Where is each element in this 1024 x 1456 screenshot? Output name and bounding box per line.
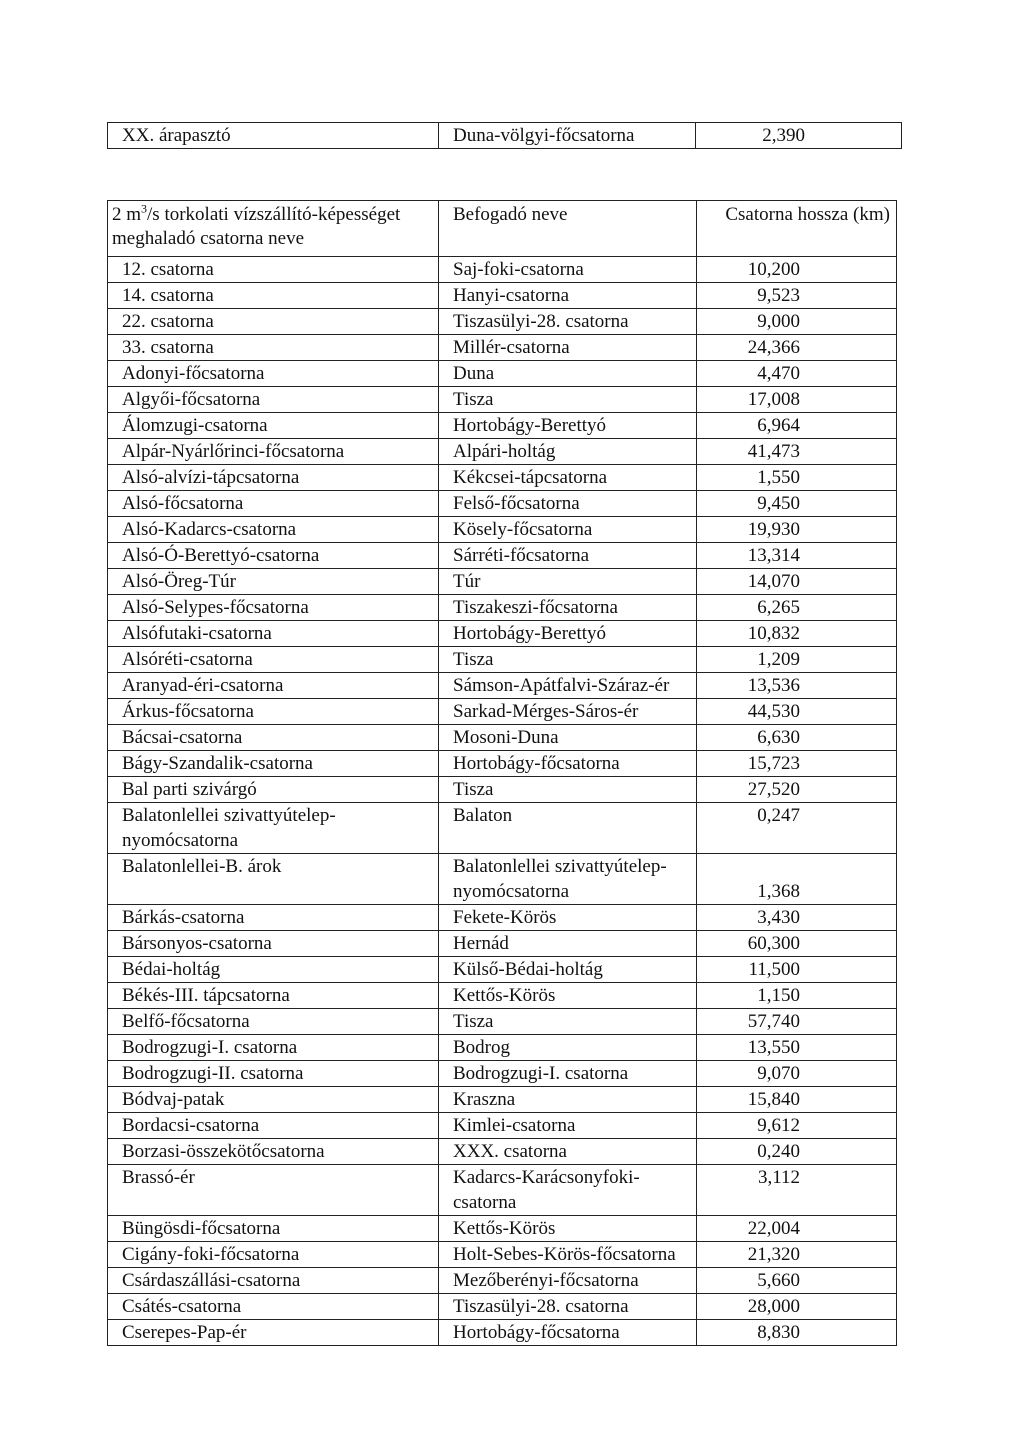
table-row	[108, 621, 897, 647]
receiver-name-cell: Fekete-Körös	[439, 905, 697, 931]
channel-length-cell: 13,550	[697, 1035, 897, 1061]
receiver-name-cell: Kösely-főcsatorna	[439, 517, 697, 543]
channel-name-cell: Csárdaszállási-csatorna	[108, 1268, 439, 1294]
channel-name-cell: XX. árapasztó	[108, 123, 439, 149]
table-row	[108, 465, 897, 491]
table-row	[108, 905, 897, 931]
receiver-name-cell: Bodrog	[439, 1035, 697, 1061]
channel-name-cell: Alpár-Nyárlőrinci-főcsatorna	[108, 439, 439, 465]
receiver-name-cell: XXX. csatorna	[439, 1139, 697, 1165]
receiver-name-cell: Felső-főcsatorna	[439, 491, 697, 517]
header-channel-name: 2 $m^3/s$ torkolati vízszállító-képességet meghaladó csatorna neve	[108, 201, 439, 257]
table-row	[108, 1320, 897, 1346]
receiver-name-cell: Kettős-Körös	[439, 983, 697, 1009]
table-row	[108, 123, 902, 149]
receiver-name-cell: Mezőberényi-főcsatorna	[439, 1268, 697, 1294]
channel-length-cell: 13,536	[697, 673, 897, 699]
channel-name-cell: Cserepes-Pap-ér	[108, 1320, 439, 1346]
channel-name-cell: 12. csatorna	[108, 257, 439, 283]
channel-length-cell: 24,366	[697, 335, 897, 361]
receiver-name-cell: Hortobágy-főcsatorna	[439, 1320, 697, 1346]
channel-name-cell: 33. csatorna	[108, 335, 439, 361]
table-row	[108, 517, 897, 543]
receiver-name-cell: Duna	[439, 361, 697, 387]
channel-name-cell: Balatonlellei szivattyútelep-nyomócsatorna	[108, 803, 439, 854]
table-row	[108, 673, 897, 699]
table-row	[108, 983, 897, 1009]
channel-name-cell: Békés-III. tápcsatorna	[108, 983, 439, 1009]
table-row	[108, 647, 897, 673]
channel-name-cell: Balatonlellei-B. árok	[108, 854, 439, 905]
channel-length-cell: 27,520	[697, 777, 897, 803]
receiver-name-cell: Tisza	[439, 1009, 697, 1035]
channel-name-cell: Alsó-főcsatorna	[108, 491, 439, 517]
table-row	[108, 1087, 897, 1113]
receiver-name-cell: Kékcsei-tápcsatorna	[439, 465, 697, 491]
receiver-name-cell: Kraszna	[439, 1087, 697, 1113]
table-row	[108, 1009, 897, 1035]
table-row	[108, 413, 897, 439]
channel-length-cell: 11,500	[697, 957, 897, 983]
receiver-name-cell: Hortobágy-főcsatorna	[439, 751, 697, 777]
header-channel-length: Csatorna hossza (km)	[697, 201, 897, 257]
channel-name-cell: Bársonyos-csatorna	[108, 931, 439, 957]
channel-name-cell: Aranyad-éri-csatorna	[108, 673, 439, 699]
table-row	[108, 803, 897, 854]
receiver-name-cell: Balatonlellei szivattyútelep-nyomócsatorna	[439, 854, 697, 905]
channel-length-cell: 41,473	[697, 439, 897, 465]
channel-length-cell: 19,930	[697, 517, 897, 543]
table-row	[108, 725, 897, 751]
channel-length-cell: 0,247	[697, 803, 897, 854]
table-row	[108, 1113, 897, 1139]
table-row	[108, 1061, 897, 1087]
channel-length-cell: 10,200	[697, 257, 897, 283]
channel-table	[107, 200, 897, 1346]
channel-name-cell: Algyői-főcsatorna	[108, 387, 439, 413]
receiver-name-cell: Kadarcs-Karácsonyfoki-csatorna	[439, 1165, 697, 1216]
channel-length-cell: 1,150	[697, 983, 897, 1009]
channel-length-cell: 13,314	[697, 543, 897, 569]
table-row	[108, 1294, 897, 1320]
channel-name-cell: Alsó-Selypes-főcsatorna	[108, 595, 439, 621]
receiver-name-cell: Tisza	[439, 777, 697, 803]
channel-length-cell: 1,550	[697, 465, 897, 491]
channel-length-cell: 1,368	[697, 854, 897, 905]
receiver-name-cell: Sarkad-Mérges-Sáros-ér	[439, 699, 697, 725]
channel-length-cell: 3,430	[697, 905, 897, 931]
receiver-name-cell: Balaton	[439, 803, 697, 854]
table-row	[108, 957, 897, 983]
channel-name-cell: Alsó-Öreg-Túr	[108, 569, 439, 595]
table-row	[108, 1165, 897, 1216]
receiver-name-cell: Alpári-holtág	[439, 439, 697, 465]
receiver-name-cell: Túr	[439, 569, 697, 595]
table-row	[108, 361, 897, 387]
table-row	[108, 569, 897, 595]
channel-length-cell: 6,265	[697, 595, 897, 621]
table-row	[108, 595, 897, 621]
channel-length-cell: 2,390	[696, 123, 902, 149]
channel-name-cell: Bordacsi-csatorna	[108, 1113, 439, 1139]
table-row	[108, 777, 897, 803]
channel-length-cell: 9,450	[697, 491, 897, 517]
receiver-name-cell: Tiszasülyi-28. csatorna	[439, 309, 697, 335]
table-row	[108, 1242, 897, 1268]
channel-length-cell: 9,070	[697, 1061, 897, 1087]
receiver-name-cell: Tisza	[439, 387, 697, 413]
receiver-name-cell: Kettős-Körös	[439, 1216, 697, 1242]
channel-length-cell: 17,008	[697, 387, 897, 413]
channel-name-cell: Alsó-Kadarcs-csatorna	[108, 517, 439, 543]
channel-name-cell: Cigány-foki-főcsatorna	[108, 1242, 439, 1268]
receiver-name-cell: Hortobágy-Berettyó	[439, 413, 697, 439]
receiver-name-cell: Kimlei-csatorna	[439, 1113, 697, 1139]
table-row	[108, 309, 897, 335]
channel-name-cell: 14. csatorna	[108, 283, 439, 309]
channel-length-cell: 21,320	[697, 1242, 897, 1268]
header-receiver-name: Befogadó neve	[439, 201, 697, 257]
channel-length-cell: 8,830	[697, 1320, 897, 1346]
channel-name-cell: Bodrogzugi-II. csatorna	[108, 1061, 439, 1087]
channel-name-cell: Alsóréti-csatorna	[108, 647, 439, 673]
channel-name-cell: Árkus-főcsatorna	[108, 699, 439, 725]
channel-length-cell: 57,740	[697, 1009, 897, 1035]
channel-name-cell: Bárkás-csatorna	[108, 905, 439, 931]
channel-length-cell: 0,240	[697, 1139, 897, 1165]
receiver-name-cell: Saj-foki-csatorna	[439, 257, 697, 283]
table-row	[108, 491, 897, 517]
receiver-name-cell: Holt-Sebes-Körös-főcsatorna	[439, 1242, 697, 1268]
channel-length-cell: 6,630	[697, 725, 897, 751]
channel-length-cell: 9,000	[697, 309, 897, 335]
channel-length-cell: 10,832	[697, 621, 897, 647]
table-body	[108, 257, 897, 1346]
channel-name-cell: Büngösdi-főcsatorna	[108, 1216, 439, 1242]
receiver-name-cell: Duna-völgyi-főcsatorna	[439, 123, 696, 149]
table-row	[108, 751, 897, 777]
channel-length-cell: 44,530	[697, 699, 897, 725]
channel-length-cell: 4,470	[697, 361, 897, 387]
table-row	[108, 335, 897, 361]
channel-name-cell: 22. csatorna	[108, 309, 439, 335]
receiver-name-cell: Bodrogzugi-I. csatorna	[439, 1061, 697, 1087]
table-row	[108, 1035, 897, 1061]
channel-name-cell: Álomzugi-csatorna	[108, 413, 439, 439]
receiver-name-cell: Sámson-Apátfalvi-Száraz-ér	[439, 673, 697, 699]
receiver-name-cell: Sárréti-főcsatorna	[439, 543, 697, 569]
channel-name-cell: Bágy-Szandalik-csatorna	[108, 751, 439, 777]
table-row	[108, 931, 897, 957]
receiver-name-cell: Millér-csatorna	[439, 335, 697, 361]
receiver-name-cell: Mosoni-Duna	[439, 725, 697, 751]
channel-name-cell: Alsó-Ó-Berettyó-csatorna	[108, 543, 439, 569]
receiver-name-cell: Tiszakeszi-főcsatorna	[439, 595, 697, 621]
channel-name-cell: Bodrogzugi-I. csatorna	[108, 1035, 439, 1061]
previous-page-last-row-table	[107, 122, 902, 149]
table-row	[108, 283, 897, 309]
channel-name-cell: Bédai-holtág	[108, 957, 439, 983]
table-row	[108, 439, 897, 465]
table-row	[108, 543, 897, 569]
table-header-row	[108, 201, 897, 257]
table-row	[108, 1268, 897, 1294]
channel-length-cell: 15,840	[697, 1087, 897, 1113]
table-row	[108, 854, 897, 905]
table-row	[108, 387, 897, 413]
table-row	[108, 257, 897, 283]
channel-length-cell: 28,000	[697, 1294, 897, 1320]
channel-name-cell: Brassó-ér	[108, 1165, 439, 1216]
channel-length-cell: 9,523	[697, 283, 897, 309]
channel-length-cell: 1,209	[697, 647, 897, 673]
receiver-name-cell: Hortobágy-Berettyó	[439, 621, 697, 647]
channel-name-cell: Belfő-főcsatorna	[108, 1009, 439, 1035]
channel-length-cell: 22,004	[697, 1216, 897, 1242]
receiver-name-cell: Tiszasülyi-28. csatorna	[439, 1294, 697, 1320]
channel-name-cell: Csátés-csatorna	[108, 1294, 439, 1320]
table-row	[108, 1139, 897, 1165]
receiver-name-cell: Tisza	[439, 647, 697, 673]
channel-name-cell: Adonyi-főcsatorna	[108, 361, 439, 387]
channel-name-cell: Bal parti szivárgó	[108, 777, 439, 803]
table-row	[108, 699, 897, 725]
channel-length-cell: 5,660	[697, 1268, 897, 1294]
channel-name-cell: Alsófutaki-csatorna	[108, 621, 439, 647]
channel-name-cell: Bódvaj-patak	[108, 1087, 439, 1113]
channel-length-cell: 3,112	[697, 1165, 897, 1216]
table-row	[108, 1216, 897, 1242]
channel-length-cell: 15,723	[697, 751, 897, 777]
channel-length-cell: 60,300	[697, 931, 897, 957]
channel-name-cell: Borzasi-összekötőcsatorna	[108, 1139, 439, 1165]
receiver-name-cell: Külső-Bédai-holtág	[439, 957, 697, 983]
channel-length-cell: 9,612	[697, 1113, 897, 1139]
channel-name-cell: Alsó-alvízi-tápcsatorna	[108, 465, 439, 491]
channel-name-cell: Bácsai-csatorna	[108, 725, 439, 751]
channel-length-cell: 14,070	[697, 569, 897, 595]
receiver-name-cell: Hanyi-csatorna	[439, 283, 697, 309]
channel-length-cell: 6,964	[697, 413, 897, 439]
receiver-name-cell: Hernád	[439, 931, 697, 957]
